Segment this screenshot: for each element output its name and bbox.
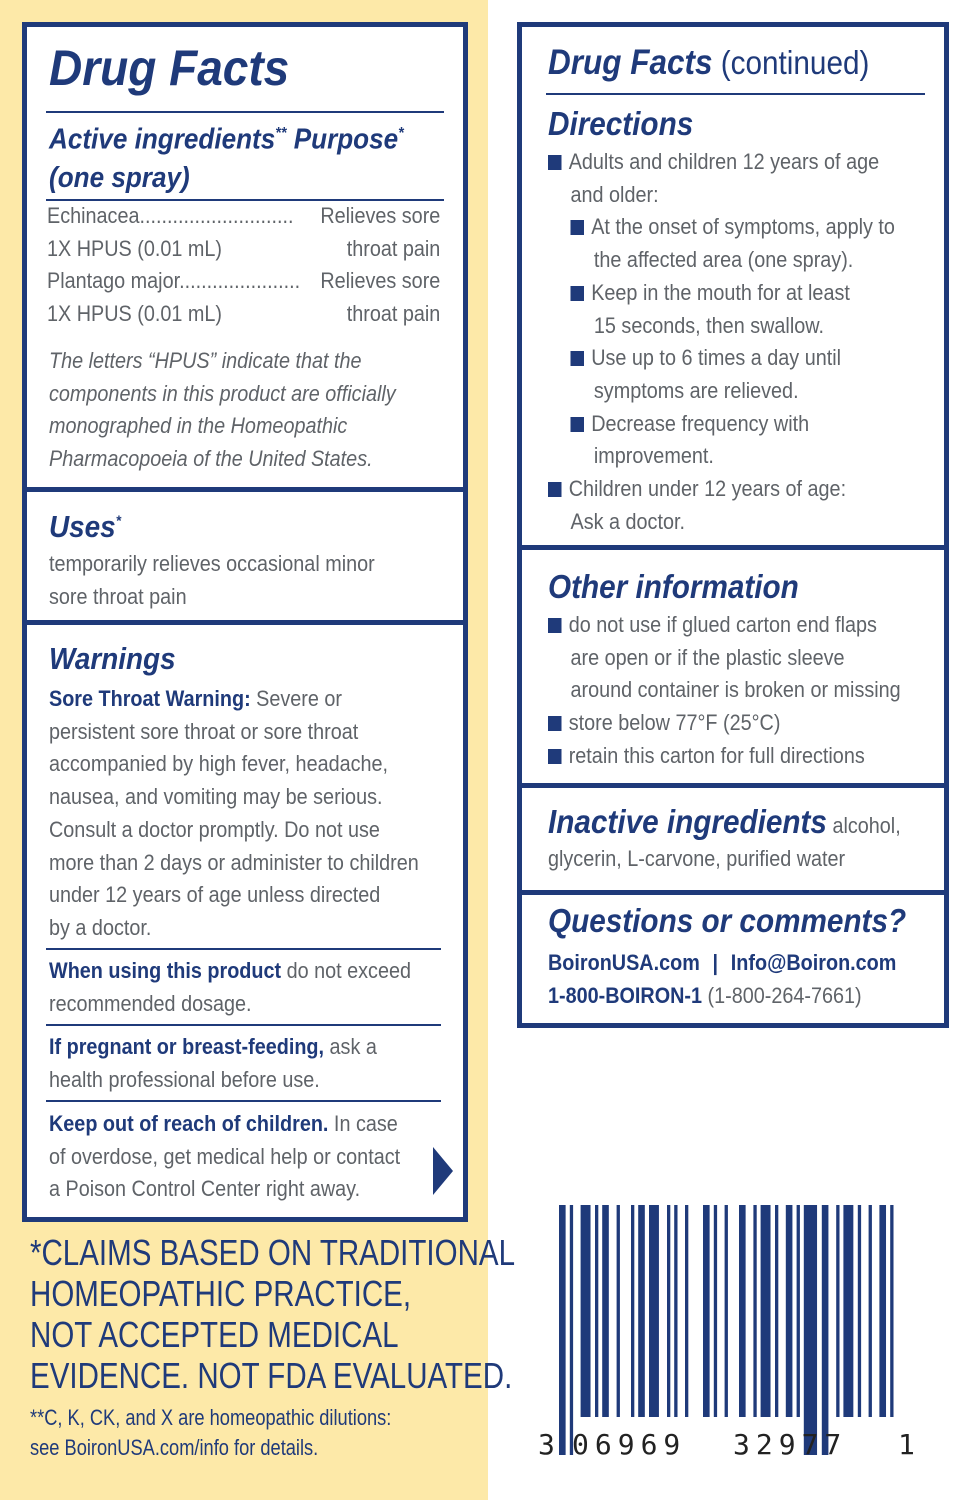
when-using-label: When using this product [49,958,282,983]
barcode-digit-last: 1 [898,1428,915,1461]
barcode-bar [714,1205,717,1417]
pregnant-line: ask a [324,1034,377,1059]
pregnant-label: If pregnant or breast-feeding, [49,1034,325,1059]
other-info-title: Other information [548,568,799,605]
barcode-digits-right: 32977 [733,1428,848,1461]
barcode-digits-left: 06969 [572,1428,687,1461]
questions-title: Questions or comments? [548,902,907,939]
hpus-note [49,345,396,476]
barcode-bar [667,1205,670,1417]
uses-line: temporarily relieves occasional minor [49,551,375,576]
barcode-bar [739,1205,746,1417]
inactive-title: Inactive ingredients [548,803,827,840]
active-subheader: (one spray) [49,161,190,194]
sore-throat-label: Sore Throat Warning: [49,686,251,711]
hpus-line: The letters “HPUS” indicate that the [49,348,362,373]
pregnant-line: health professional before use. [49,1066,320,1092]
purpose-header-mark: * [398,125,404,142]
contact-info [548,947,896,1012]
barcode-bar [797,1205,800,1417]
uses-mark: * [115,512,121,530]
directions-line: At the onset of symptoms, apply to [591,214,895,240]
active-ingredients-header [49,115,404,197]
ingredient-dose: 1X HPUS (0.01 mL) [47,235,222,261]
bullet-icon [571,351,585,366]
dot-leader: ...................... [179,268,301,294]
barcode-bar [858,1205,861,1417]
divider [546,93,925,95]
divider [46,111,444,113]
section-divider [522,783,944,788]
keep-out-line: a Poison Control Center right away. [49,1176,361,1202]
ingredient-purpose: throat pain [346,235,441,261]
bullet-icon [548,482,562,497]
section-divider [522,545,944,550]
divider [46,1100,441,1102]
bullet-icon [571,286,585,301]
inactive-line: glycerin, L-carvone, purified water [548,846,846,871]
barcode-bar [786,1205,793,1417]
barcode-bar [822,1205,829,1455]
contact-separator: | [712,950,719,975]
hpus-line: components in this product are officially [49,380,396,406]
warning-line: Consult a doctor promptly. Do not use [49,816,380,842]
barcode-bar [559,1205,566,1455]
directions-line: Children under 12 years of age: [568,476,847,502]
directions-line: and older: [570,181,659,207]
barcode-bar [595,1205,598,1417]
sore-throat-warning [49,683,419,945]
other-info-list [548,609,901,773]
bullet-icon [548,618,562,633]
keep-out-section [49,1108,400,1206]
barcode-bar [685,1205,688,1417]
pregnant-section [49,1031,377,1096]
ingredient-purpose: throat pain [346,301,441,327]
keep-out-label: Keep out of reach of children. [49,1111,329,1136]
continued-title-bold: Drug Facts [548,43,713,82]
other-info-line: store below 77°F (25°C) [568,710,781,736]
directions-line: 15 seconds, then swallow. [593,312,824,338]
barcode-bar [631,1205,634,1417]
directions-list [548,146,895,538]
ingredient-purpose: Relieves sore [320,268,441,294]
directions-line: improvement. [593,443,714,469]
uses-line: sore throat pain [49,583,187,609]
bullet-icon [548,155,562,170]
barcode-bar [638,1205,645,1417]
barcode-bar [753,1205,756,1417]
barcode-bar [602,1205,609,1417]
ingredient-row [47,298,440,331]
barcode-bar [869,1205,872,1417]
when-using-line: recommended dosage. [49,990,252,1016]
uses-title [49,509,121,545]
directions-title: Directions [548,105,694,142]
email-link[interactable]: Info@Boiron.com [730,950,897,975]
when-using-line: do not exceed [281,958,411,983]
directions-line: symptoms are relieved. [593,377,799,403]
barcode-bar [761,1205,771,1417]
section-divider [27,487,463,492]
barcode-bar [581,1205,591,1417]
barcode-bar [570,1205,573,1455]
continued-title [548,43,869,83]
directions-line: Ask a doctor. [570,508,685,534]
ingredient-purpose: Relieves sore [320,203,441,228]
when-using-section [49,955,411,1020]
claims-disclaimer [30,1232,515,1396]
dilutions-footnote [30,1403,391,1463]
keep-out-line: In case [328,1111,398,1136]
ingredient-row [47,265,440,298]
barcode-bar [775,1205,778,1417]
claims-line: *CLAIMS BASED ON TRADITIONAL [30,1232,516,1273]
barcode-bar [649,1205,659,1417]
drug-facts-title: Drug Facts [49,40,290,96]
bullet-icon [571,417,585,432]
inactive-line: alcohol, [826,813,901,838]
barcode-bar [879,1205,886,1417]
footnote-line: **C, K, CK, and X are homeopathic dilutions: [30,1405,392,1430]
directions-line: Keep in the mouth for at least [591,279,850,305]
continue-arrow-icon [431,1145,455,1197]
ingredient-name: Echinacea [47,203,140,228]
warning-line: more than 2 days or administer to children [49,849,419,875]
other-info-line: retain this carton for full directions [568,742,865,768]
directions-line: Use up to 6 times a day until [591,345,842,371]
claims-line: NOT ACCEPTED MEDICAL [30,1314,399,1355]
section-divider [522,890,944,895]
keep-out-line: of overdose, get medical help or contact [49,1143,401,1169]
hpus-line: Pharmacopoeia of the United States. [49,446,373,472]
uses-title-text: Uses [49,509,116,544]
phone-letters[interactable]: 1-800-BOIRON-1 [548,982,703,1008]
inactive-ingredients [548,803,901,841]
barcode-bar [703,1205,710,1417]
ingredient-name: Plantago major [47,268,180,294]
directions-line: Adults and children 12 years of age [568,149,880,174]
purpose-header-text: Purpose [293,123,399,156]
bullet-icon [571,220,585,235]
warning-line: Severe or [250,686,343,711]
active-header-mark: ** [275,125,287,142]
bullet-icon [548,749,562,764]
barcode-bar [890,1205,893,1417]
warnings-title: Warnings [49,641,176,676]
drug-facts-continued-panel [517,22,949,1028]
other-info-line: are open or if the plastic sleeve [570,644,845,670]
other-info-line: around container is broken or missing [570,677,901,703]
ingredient-row [47,233,440,266]
website-link[interactable]: BoironUSA.com [548,950,700,975]
active-header-text: Active ingredients [49,123,276,156]
claims-line: HOMEOPATHIC PRACTICE, [30,1273,412,1314]
barcode-bar [843,1205,853,1417]
upc-barcode [555,1205,895,1455]
warning-line: accompanied by high fever, headache, [49,751,389,777]
footnote-line: see BoironUSA.com/info for details. [30,1435,319,1460]
ingredient-row [47,200,440,233]
barcode-bar [674,1205,677,1417]
uses-text [49,548,375,613]
dot-leader: ............................ [139,203,294,228]
claims-line: EVIDENCE. NOT FDA EVALUATED. [30,1355,513,1396]
phone-number: (1-800-264-7661) [702,982,862,1008]
other-info-line: do not use if glued carton end flaps [568,612,877,637]
bullet-icon [548,716,562,731]
hpus-line: monographed in the Homeopathic [49,413,348,439]
ingredients-list [47,200,440,331]
directions-line: the affected area (one spray). [593,247,854,273]
continued-label: (continued) [712,44,870,81]
divider [46,1024,441,1026]
warning-line: nausea, and vomiting may be serious. [49,784,383,810]
barcode-bar [725,1205,728,1417]
warning-line: persistent sore throat or sore throat [49,718,359,744]
directions-line: Decrease frequency with [591,410,810,436]
barcode-bar [836,1205,839,1417]
drug-facts-panel [22,22,468,1222]
divider [46,948,441,950]
section-divider [27,620,463,625]
warning-line: under 12 years of age unless directed [49,882,381,908]
barcode-bar [617,1205,620,1417]
barcode-digit-first: 3 [538,1428,555,1461]
ingredient-dose: 1X HPUS (0.01 mL) [47,301,222,327]
barcode-bar [804,1205,817,1455]
warning-line: by a doctor. [49,914,152,940]
